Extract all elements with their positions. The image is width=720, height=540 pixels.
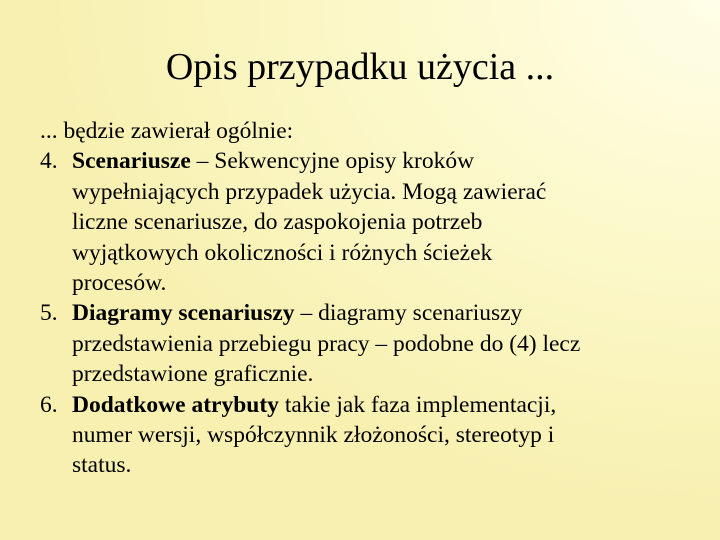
item-line bbox=[72, 390, 710, 420]
slide-body bbox=[40, 116, 710, 481]
item-line: status. bbox=[72, 452, 132, 479]
item-text: takie jak faza implementacji, bbox=[278, 391, 557, 418]
item-term: Diagramy scenariuszy bbox=[72, 300, 295, 327]
item-line bbox=[72, 146, 710, 176]
item-term: Dodatkowe atrybuty bbox=[72, 391, 279, 418]
item-line: procesów. bbox=[72, 270, 167, 297]
item-text: – Sekwencyjne opisy kroków bbox=[190, 148, 475, 175]
item-text: – diagramy scenariuszy bbox=[294, 300, 523, 327]
list-item-diagramy bbox=[40, 298, 710, 389]
item-line: przedstawione graficznie. bbox=[72, 361, 314, 388]
list-item-atrybuty bbox=[40, 390, 710, 481]
item-number: 4. bbox=[40, 148, 58, 175]
item-line bbox=[72, 298, 710, 328]
item-number: 5. bbox=[40, 300, 58, 327]
intro-text: ... będzie zawierał ogólnie: bbox=[40, 118, 294, 144]
item-line: wyjątkowych okoliczności i różnych ścieżek bbox=[72, 239, 493, 266]
item-line: numer wersji, współczynnik złożoności, stereotyp i bbox=[72, 422, 555, 449]
slide-title: Opis przypadku użycia ... bbox=[165, 46, 555, 88]
list-item-scenariusze bbox=[40, 146, 710, 298]
item-term: Scenariusze bbox=[72, 148, 191, 175]
item-line: przedstawienia przebiegu pracy – podobne do (4) lecz bbox=[72, 330, 581, 357]
item-line: liczne scenariusze, do zaspokojenia potrzeb bbox=[72, 209, 483, 236]
item-number: 6. bbox=[40, 391, 58, 418]
item-line: wypełniających przypadek użycia. Mogą zawierać bbox=[72, 178, 547, 205]
